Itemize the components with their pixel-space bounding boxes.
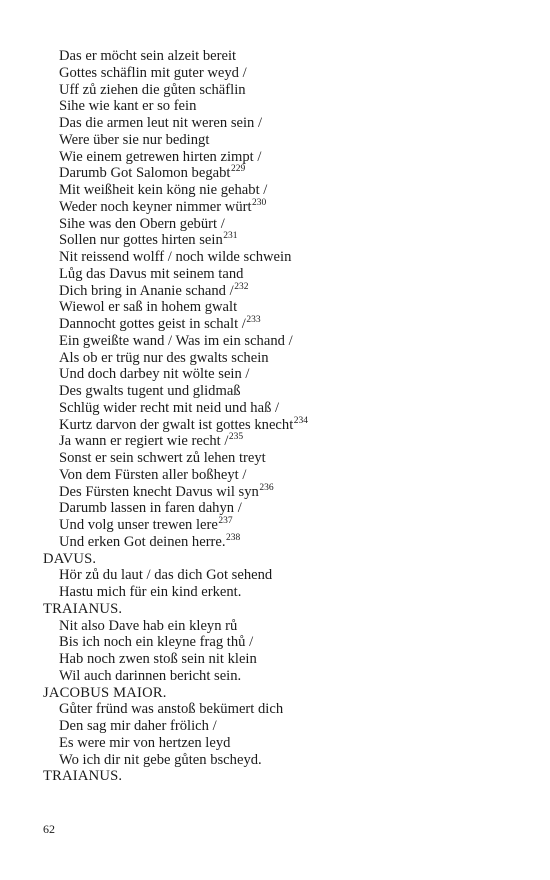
footnote-marker: 235 (228, 432, 244, 443)
verse-line (43, 299, 523, 316)
footnote-marker: 234 (293, 415, 308, 426)
verse-line (43, 534, 523, 551)
line-text: Nit also Dave hab ein kleyn rů (59, 617, 238, 634)
line-text: Dich bring in Ananie schand / (59, 282, 234, 299)
verse-line (43, 668, 523, 685)
line-text: Des gwalts tugent und glidmaß (59, 383, 241, 399)
verse-line (43, 433, 523, 450)
line-text: Des Fürsten knecht Davus wil syn (59, 483, 259, 500)
line-text: Darumb Got Salomon begabt (59, 165, 231, 182)
line-text: Hör zů du laut / das dich Got sehend (59, 567, 273, 584)
verse-line (43, 283, 523, 300)
line-text: Ja wann er regiert wie recht / (59, 433, 229, 450)
footnote-marker: 230 (252, 197, 267, 208)
speaker-name (43, 685, 523, 702)
footnote-marker: 231 (223, 231, 238, 242)
line-text: Ein gweißte wand / Was im ein schand / (59, 332, 293, 349)
line-text: Und erken Got deinen herre. (59, 533, 226, 550)
line-text: Wil auch darinnen bericht sein. (59, 667, 242, 684)
verse-line (43, 232, 523, 249)
verse-line (43, 484, 523, 501)
line-text: Es were mir von hertzen leyd (59, 734, 231, 751)
line-text: Als ob er trüg nur des gwalts schein (59, 349, 269, 366)
line-text: Bis ich noch ein kleyne frag thů / (59, 634, 254, 651)
footnote-marker: 232 (234, 281, 249, 292)
verse-line (43, 182, 523, 199)
line-text: TRAIANUS. (43, 600, 123, 617)
verse-line (43, 450, 523, 467)
verse-line (43, 65, 523, 82)
verse-line (43, 165, 523, 182)
verse-line (43, 383, 523, 400)
verse-line (43, 199, 523, 216)
verse-text-block (43, 48, 523, 785)
verse-line (43, 400, 523, 417)
footnote-marker: 238 (226, 532, 241, 543)
verse-line (43, 467, 523, 484)
line-text: Weder noch keyner nimmer würt (59, 198, 252, 215)
line-text: DAVUS. (43, 550, 97, 567)
verse-line (43, 216, 523, 233)
verse-line (43, 618, 523, 635)
line-text: Nit reissend wolff / noch wilde schwein (59, 249, 292, 265)
verse-line (43, 333, 523, 350)
line-text: Were über sie nur bedingt (59, 131, 210, 148)
verse-line (43, 249, 523, 266)
verse-line (43, 149, 523, 166)
verse-line (43, 417, 523, 434)
verse-line (43, 366, 523, 383)
line-text: Wie einem getrewen hirten zimpt / (59, 148, 262, 165)
line-text: Das die armen leut nit weren sein / (59, 115, 263, 131)
verse-line (43, 735, 523, 752)
line-text: JACOBUS MAIOR. (43, 684, 167, 701)
line-text: Den sag mir daher frölich / (59, 718, 217, 734)
footnote-marker: 233 (246, 315, 261, 325)
line-text: Wo ich dir nit gebe gůten bscheyd. (59, 751, 262, 768)
line-text: Kurtz darvon der gwalt ist gottes knecht (59, 416, 294, 433)
speaker-name (43, 601, 523, 618)
line-text: Sihe wie kant er so fein (59, 98, 197, 115)
line-text: Uff zů ziehen die gůten schäflin (59, 81, 246, 98)
footnote-marker: 236 (259, 482, 274, 493)
verse-line (43, 752, 523, 769)
line-text: Gottes schäflin mit guter weyd / (59, 64, 247, 81)
line-text: Darumb lassen in faren dahyn / (59, 500, 242, 517)
line-text: Und volg unser trewen lere (59, 517, 218, 533)
line-text: Wiewol er saß in hohem gwalt (59, 299, 238, 316)
verse-line (43, 718, 523, 735)
verse-line (43, 316, 523, 333)
verse-line (43, 567, 523, 584)
line-text: Mit weißheit kein köng nie gehabt / (59, 182, 268, 198)
verse-line (43, 266, 523, 283)
line-text: Sollen nur gottes hirten sein (59, 232, 223, 249)
verse-line (43, 350, 523, 367)
verse-line (43, 701, 523, 718)
verse-line (43, 132, 523, 149)
line-text: Von dem Fürsten aller boßheyt / (59, 466, 247, 483)
verse-line (43, 98, 523, 115)
verse-line (43, 115, 523, 132)
line-text: Und doch darbey nit wölte sein / (59, 366, 250, 383)
page-number: 62 (43, 822, 55, 836)
line-text: Schlüg wider recht mit neid und haß / (59, 399, 280, 416)
verse-line (43, 651, 523, 668)
footnote-marker: 229 (230, 164, 246, 175)
verse-line (43, 517, 523, 534)
line-text: Hab noch zwen stoß sein nit klein (59, 651, 257, 667)
line-text: Sonst er sein schwert zů lehen treyt (59, 450, 266, 466)
verse-line (43, 48, 523, 65)
line-text: Lůg das Davus mit seinem tand (59, 265, 244, 282)
line-text: TRAIANUS. (43, 768, 123, 785)
verse-line (43, 500, 523, 517)
footnote-marker: 237 (218, 516, 233, 526)
verse-line (43, 584, 523, 601)
speaker-name (43, 768, 523, 785)
line-text: Gůter fründ was anstoß bekümert dich (59, 701, 284, 718)
verse-line (43, 82, 523, 99)
line-text: Das er möcht sein alzeit bereit (59, 48, 237, 64)
verse-line (43, 634, 523, 651)
line-text: Dannocht gottes geist in schalt / (59, 316, 246, 332)
line-text: Sihe was den Obern gebürt / (59, 215, 225, 232)
line-text: Hastu mich für ein kind erkent. (59, 584, 242, 600)
speaker-name (43, 551, 523, 568)
